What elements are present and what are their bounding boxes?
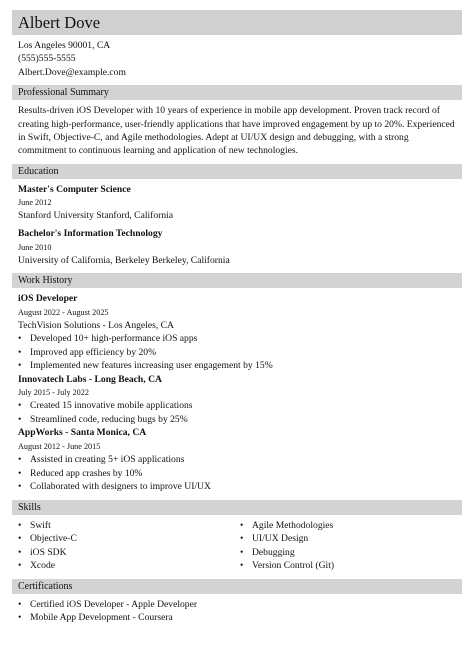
degree-date: June 2012 — [18, 198, 52, 208]
list-item: • Mobile App Development - Coursera — [18, 611, 462, 625]
certifications-list — [12, 598, 462, 625]
list-item: • Developed 10+ high-performance iOS apps — [18, 332, 462, 346]
list-item: • Debugging — [240, 546, 462, 560]
list-item: • iOS SDK — [18, 546, 240, 560]
job-bullets — [18, 332, 462, 373]
skills-column-right — [240, 519, 462, 573]
degree-date: June 2010 — [18, 242, 52, 252]
section-heading-skills: Skills — [12, 500, 462, 515]
job-company: AppWorks - Santa Monica, CA — [18, 427, 147, 439]
list-item: • Collaborated with designers to improve UI/UX — [18, 480, 462, 494]
degree-title: Bachelor's Information Technology — [18, 227, 163, 239]
section-heading-certifications: Certifications — [12, 579, 462, 594]
list-item: • Created 15 innovative mobile applications — [18, 399, 462, 413]
job-company: Innovatech Labs - Long Beach, CA — [18, 373, 162, 385]
list-item: • Xcode — [18, 559, 240, 573]
school-name: University of California, Berkeley Berkeley, California — [18, 254, 230, 266]
resume-page — [12, 10, 462, 625]
list-item: • Objective-C — [18, 532, 240, 546]
contact-info — [12, 39, 462, 79]
school-name: Stanford University Stanford, California — [18, 210, 174, 222]
list-item: • Agile Methodologies — [240, 519, 462, 533]
education-list — [12, 183, 462, 267]
list-item: • Swift — [18, 519, 240, 533]
job-bullets — [18, 453, 462, 494]
list-item: • Streamlined code, reducing bugs by 25% — [18, 413, 462, 427]
summary-text: Results-driven iOS Developer with 10 years of experience in mobile app development. Proven track record of creating high-performance, user-friendly applications that have improved engagement by up to 20%. Experienced in Swift, Objective-C, and Agile methodologies. Adept at UI/UX design and debugging, with a strong commitment to continuous learning and application of new technologies. — [18, 105, 455, 157]
list-item: • Version Control (Git) — [240, 559, 462, 573]
list-item: • UI/UX Design — [240, 532, 462, 546]
phone: (555)555-5555 — [18, 53, 76, 65]
job-date: July 2015 - July 2022 — [18, 388, 89, 398]
skills-column-left — [18, 519, 240, 573]
section-heading-work: Work History — [12, 273, 462, 288]
list-item: • Certified iOS Developer - Apple Developer — [18, 598, 462, 612]
section-heading-education: Education — [12, 164, 462, 179]
job-title: iOS Developer — [18, 293, 78, 305]
job-bullets — [18, 399, 462, 426]
list-item: • Assisted in creating 5+ iOS applications — [18, 453, 462, 467]
work-history — [12, 292, 462, 493]
job-company: TechVision Solutions - Los Angeles, CA — [18, 319, 174, 331]
list-item: • Reduced app crashes by 10% — [18, 467, 462, 481]
degree-title: Master's Computer Science — [18, 183, 131, 195]
skills-list — [12, 519, 462, 573]
candidate-name: Albert Dove — [12, 10, 462, 35]
section-heading-summary: Professional Summary — [12, 85, 462, 100]
list-item: • Improved app efficiency by 20% — [18, 346, 462, 360]
job-date: August 2022 - August 2025 — [18, 307, 109, 317]
email: Albert.Dove@example.com — [18, 66, 126, 78]
job-date: August 2012 - June 2015 — [18, 442, 101, 452]
address: Los Angeles 90001, CA — [18, 40, 111, 51]
list-item: • Implemented new features increasing user engagement by 15% — [18, 359, 462, 373]
